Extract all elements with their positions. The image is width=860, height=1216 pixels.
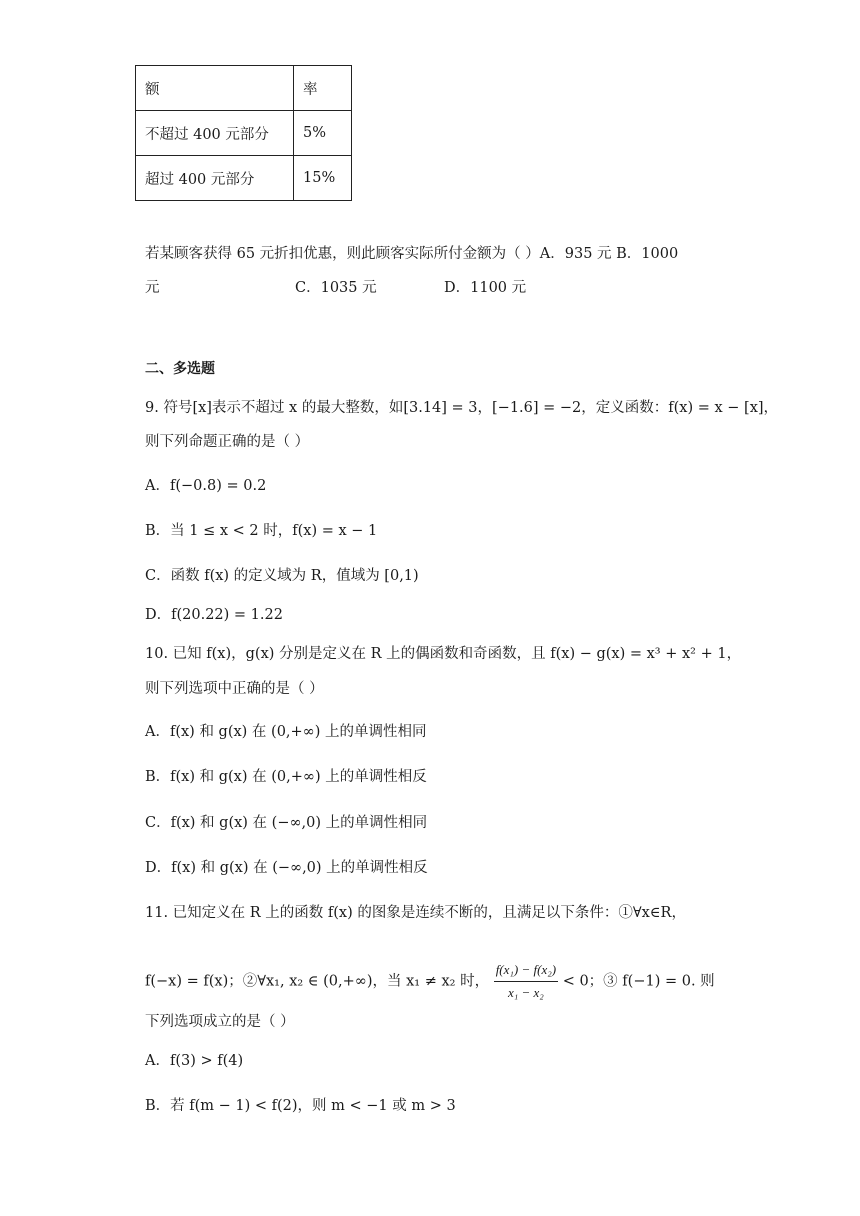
question-11-text: 11. 已知定义在 R 上的函数 f(x) 的图象是连续不断的，且满足以下条件：①∀x∈R， [145,905,686,921]
table-cell: 率 [294,66,352,111]
table-row [136,111,352,156]
question-10-option-b: B．f(x) 和 g(x) 在 (0,+∞) 上的单调性相反 [145,769,427,785]
fraction-numerator: f(x₁) − f(x₂) [494,960,558,982]
section-heading: 二、多选题 [145,361,215,377]
table-cell: 5% [294,111,352,156]
question-8-text: 若某顾客获得 65 元折扣优惠，则此顾客实际所付金额为（ ）A．935 元 B．1000 [145,246,679,262]
condition-part-1: f(−x) = f(x)；②∀x₁, x₂ ∈ (0,+∞)，当 x₁ ≠ x₂ 时， [145,973,490,990]
question-10-option-d: D．f(x) 和 g(x) 在 (−∞,0) 上的单调性相反 [145,860,428,876]
question-9-option-c: C．函数 f(x) 的定义域为 R，值域为 [0,1) [145,568,419,584]
question-10-option-c: C．f(x) 和 g(x) 在 (−∞,0) 上的单调性相同 [145,815,428,831]
table-cell: 15% [294,156,352,201]
question-9-text: 9. 符号[x]表示不超过 x 的最大整数，如[3.14] = 3，[−1.6] = −2，定义函数：f(x) = x − [x]， [145,400,779,416]
table-cell: 额 [136,66,294,111]
question-9-option-d: D．f(20.22) = 1.22 [145,607,283,623]
difference-quotient-fraction [494,960,558,1003]
question-11-condition [145,960,715,1003]
question-10-option-a: A．f(x) 和 g(x) 在 (0,+∞) 上的单调性相同 [145,724,427,740]
condition-part-2: < 0；③ f(−1) = 0. 则 [562,973,715,990]
question-10-text: 10. 已知 f(x)，g(x) 分别是定义在 R 上的偶函数和奇函数，且 f(x) − g(x) = x³ + x² + 1， [145,646,742,662]
fraction-denominator: x₁ − x₂ [507,985,544,1000]
table-row [136,156,352,201]
question-9-option-b: B．当 1 ≤ x < 2 时，f(x) = x − 1 [145,523,378,539]
question-10-text-cont: 则下列选项中正确的是（ ） [145,681,324,697]
question-11-option-a: A．f(3) > f(4) [145,1053,244,1069]
table-row [136,66,352,111]
question-11-text-cont: 下列选项成立的是（ ） [145,1014,295,1030]
question-11-option-b: B．若 f(m − 1) < f(2)，则 m < −1 或 m > 3 [145,1098,456,1114]
discount-rate-table [135,65,352,201]
question-8-option-d: D．1100 元 [444,280,527,296]
question-8-option-c: C．1035 元 [295,280,377,296]
table-cell: 超过 400 元部分 [136,156,294,201]
question-9-text-cont: 则下列命题正确的是（ ） [145,434,310,450]
table-cell: 不超过 400 元部分 [136,111,294,156]
question-8-text-cont: 元 [145,280,160,296]
question-9-option-a: A．f(−0.8) = 0.2 [145,478,267,494]
